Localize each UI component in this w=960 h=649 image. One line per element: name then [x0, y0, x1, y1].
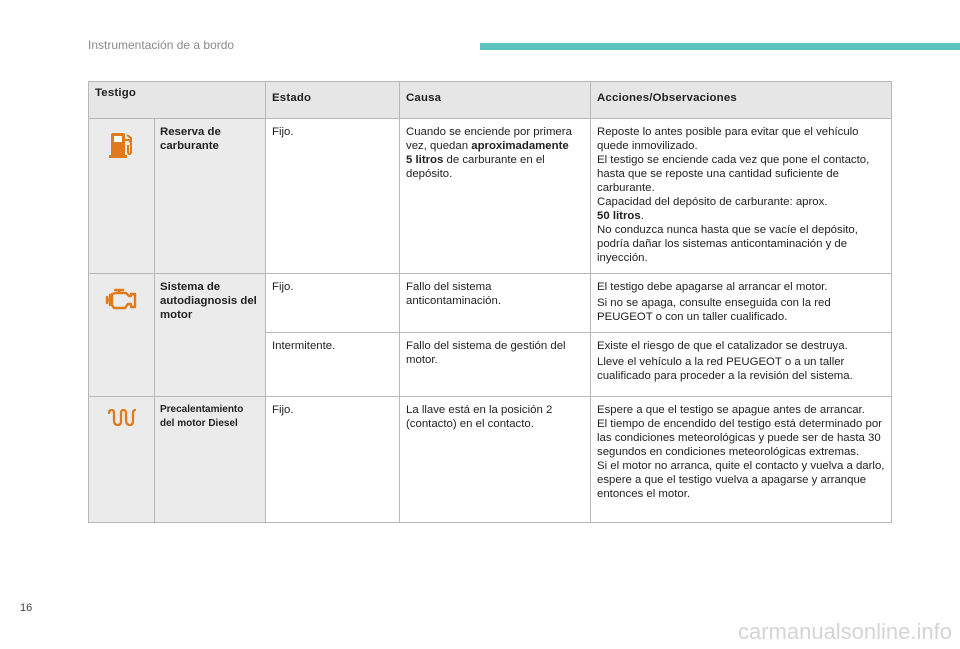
- causa-cell: La llave está en la posición 2 (contacto) en el contacto.: [400, 397, 591, 523]
- acciones-text: El testigo se enciende cada vez que pone el contacto, hasta que se reposte una cantidad suficiente de carburante.: [597, 154, 870, 194]
- section-title: Instrumentación de a bordo: [88, 38, 235, 52]
- estado-cell: Intermitente.: [266, 333, 400, 397]
- warning-lights-table: [88, 81, 892, 523]
- header-testigo: Testigo: [89, 82, 266, 119]
- acciones-text: .: [640, 210, 644, 222]
- icon-cell: [89, 397, 155, 523]
- acciones-text: Capacidad del depósito de carburante: aprox.: [597, 196, 828, 208]
- warning-name: Sistema de autodiagnosis del motor: [155, 274, 266, 397]
- acciones-text: El tiempo de encendido del testigo está determinado por las condiciones meteorológicas y puede ser de hasta 30 segundos en condiciones meteorológicas extremas.: [597, 418, 882, 458]
- watermark: carmanualsonline.info: [737, 619, 952, 644]
- acciones-text: Si no se apaga, consulte enseguida con la red PEUGEOT o con un taller cualificado.: [597, 297, 831, 323]
- acciones-text: No conduzca nunca hasta que se vacíe el depósito, podría dañar los sistemas anticontaminación y de inyección.: [597, 224, 858, 264]
- fuel-pump-icon: [106, 152, 138, 164]
- glow-plug-icon: [105, 420, 139, 432]
- header-acciones: Acciones/Observaciones: [591, 82, 892, 119]
- icon-cell: [89, 119, 155, 274]
- header-accent-bar: [480, 43, 960, 50]
- estado-cell: Fijo.: [266, 119, 400, 274]
- warning-name: Precalentamiento del motor Diesel: [155, 397, 266, 523]
- acciones-bold-text: 50 litros: [597, 210, 641, 222]
- acciones-text: El testigo debe apagarse al arrancar el motor.: [597, 281, 828, 293]
- header-estado: Estado: [266, 82, 400, 119]
- causa-text: Cuando se enciende por primera vez, quedan: [406, 126, 572, 152]
- acciones-text: [597, 195, 885, 223]
- acciones-text: Lleve el vehículo a la red PEUGEOT o a un taller cualificado para proceder a la revisión del sistema.: [597, 356, 853, 382]
- acciones-cell: [591, 397, 892, 523]
- acciones-cell: [591, 274, 892, 333]
- acciones-text: Espere a que el testigo se apague antes de arrancar.: [597, 404, 865, 416]
- causa-cell: Fallo del sistema de gestión del motor.: [400, 333, 591, 397]
- table-row: [89, 119, 892, 274]
- table-row: [89, 274, 892, 333]
- warning-name: Reserva de carburante: [155, 119, 266, 274]
- acciones-cell: [591, 333, 892, 397]
- acciones-text: Reposte lo antes posible para evitar que el vehículo quede inmovilizado.: [597, 126, 859, 152]
- page-number: 16: [20, 602, 33, 614]
- acciones-text: Existe el riesgo de que el catalizador se destruya.: [597, 340, 848, 352]
- engine-icon: [104, 305, 140, 317]
- estado-cell: Fijo.: [266, 274, 400, 333]
- causa-bold-text: aproximadamente: [471, 140, 569, 152]
- table-header-row: [89, 82, 892, 119]
- table-row: [89, 397, 892, 523]
- header-causa: Causa: [400, 82, 591, 119]
- acciones-cell: [591, 119, 892, 274]
- acciones-text: Si el motor no arranca, quite el contacto y vuelva a darlo, espere a que el testigo vuelva a apagarse y arranque entonces el motor.: [597, 460, 885, 500]
- causa-cell: Fallo del sistema anticontaminación.: [400, 274, 591, 333]
- causa-bold-text: 5 litros: [406, 154, 444, 166]
- causa-text: de carburante en el depósito.: [406, 154, 545, 180]
- estado-cell: Fijo.: [266, 397, 400, 523]
- icon-cell: [89, 274, 155, 397]
- causa-cell: [400, 119, 591, 274]
